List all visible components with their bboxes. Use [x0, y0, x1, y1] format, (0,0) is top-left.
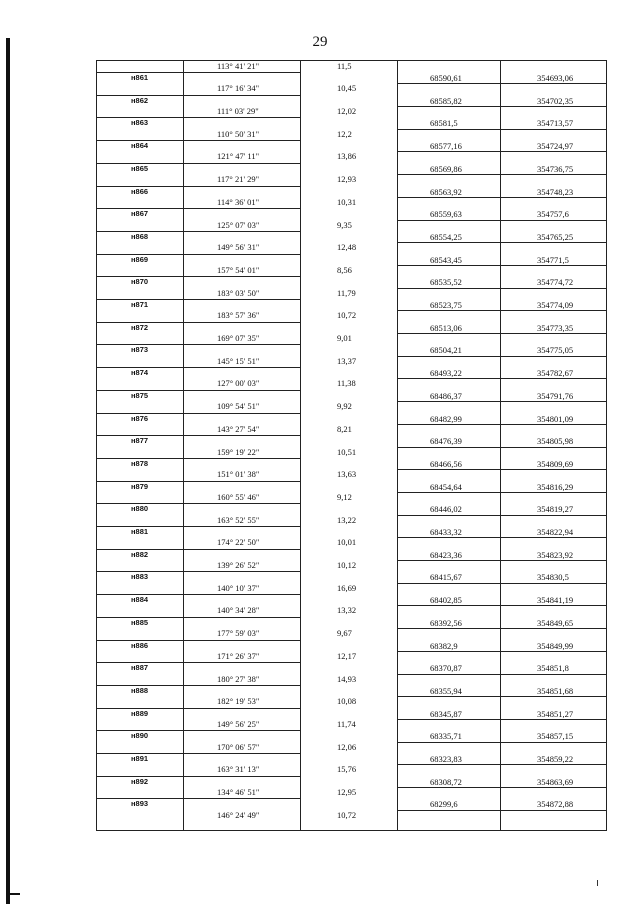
point-name: н884	[131, 595, 149, 605]
segment-angle: 174° 22' 50"	[217, 537, 260, 548]
segment-distance: 12,02	[337, 106, 357, 117]
table-row	[97, 231, 606, 254]
binding-edge-tick	[6, 893, 20, 895]
row-rule	[397, 378, 606, 379]
segment-distance: 10,31	[337, 196, 357, 207]
page-number: 29	[312, 34, 328, 50]
table-row	[97, 753, 606, 776]
row-rule	[97, 322, 300, 323]
coordinate-x: 68370,87	[430, 663, 462, 674]
coordinate-x: 68392,56	[430, 617, 462, 628]
coordinate-x: 68476,39	[430, 436, 462, 447]
segment-angle: 109° 54' 51"	[217, 401, 260, 412]
table-row	[97, 322, 606, 345]
segment-distance: 15,76	[337, 764, 357, 775]
point-name: н892	[131, 776, 149, 786]
table-row	[97, 390, 606, 413]
segment-angle: 183° 57' 36"	[217, 310, 260, 321]
table-row	[97, 95, 606, 118]
point-name: н870	[131, 277, 149, 287]
segment-distance: 11,38	[337, 378, 356, 389]
row-rule	[97, 413, 300, 414]
table-row	[97, 708, 606, 731]
coordinate-x: 68513,06	[430, 322, 462, 333]
segment-distance: 9,67	[337, 628, 352, 639]
coordinate-y: 354819,27	[537, 504, 574, 515]
row-rule	[397, 787, 606, 788]
row-rule	[397, 197, 606, 198]
segment-distance: 12,95	[337, 787, 357, 798]
segment-distance: 9,35	[337, 219, 352, 230]
segment-distance: 12,06	[337, 741, 357, 752]
point-name: н864	[131, 141, 149, 151]
coordinate-y: 354773,35	[537, 322, 574, 333]
point-name: н872	[131, 322, 149, 332]
segment-distance: 10,08	[337, 696, 357, 707]
row-rule	[97, 685, 300, 686]
coordinate-x: 68482,99	[430, 413, 462, 424]
point-name: н869	[131, 254, 149, 264]
row-rule	[397, 220, 606, 221]
segment-distance: 13,22	[337, 514, 357, 525]
row-rule	[397, 605, 606, 606]
segment-distance: 8,56	[337, 264, 352, 275]
segment-angle: 125° 07' 03"	[217, 219, 260, 230]
point-name: н861	[131, 73, 149, 82]
segment-distance: 14,93	[337, 673, 357, 684]
point-name: н891	[131, 754, 149, 763]
row-rule	[97, 753, 300, 754]
segment-distance: 10,01	[337, 537, 357, 548]
row-rule	[397, 515, 606, 516]
point-name: н885	[131, 617, 149, 627]
coordinate-x: 68454,64	[430, 481, 462, 492]
table-row	[97, 640, 606, 663]
segment-angle: 113° 41' 21"	[217, 61, 260, 71]
coordinate-x: 68355,94	[430, 685, 462, 696]
coordinate-y: 354809,69	[537, 458, 574, 469]
point-name: н881	[131, 527, 149, 536]
segment-angle: 121° 47' 11"	[217, 151, 260, 162]
coordinate-y: 354849,99	[537, 640, 574, 651]
row-rule	[97, 163, 300, 164]
segment-angle: 134° 46' 51"	[217, 787, 260, 798]
segment-distance: 9,92	[337, 401, 352, 412]
coordinates-table	[96, 60, 607, 831]
segment-angle: 117° 21' 29"	[217, 174, 260, 185]
coordinate-y: 354757,6	[537, 209, 569, 220]
table-row	[97, 299, 606, 322]
coordinate-x: 68581,5	[430, 118, 458, 129]
coordinate-y: 354748,23	[537, 186, 574, 197]
coordinate-y: 354805,98	[537, 436, 574, 447]
row-rule	[397, 174, 606, 175]
point-name: н875	[131, 390, 149, 400]
coordinate-y: 354823,92	[537, 549, 574, 560]
row-rule	[97, 72, 300, 73]
segment-angle: 139° 26' 52"	[217, 560, 260, 571]
table-row	[97, 798, 606, 821]
table-row	[97, 526, 606, 549]
segment-distance: 8,21	[337, 423, 352, 434]
row-rule	[97, 367, 300, 368]
row-rule	[97, 776, 300, 777]
segment-angle: 183° 03' 50"	[217, 287, 260, 298]
segment-angle: 114° 36' 01"	[217, 196, 260, 207]
coordinate-x: 68402,85	[430, 595, 462, 606]
coordinate-y: 354693,06	[537, 73, 574, 83]
row-rule	[397, 401, 606, 402]
segment-angle: 110° 50' 31"	[217, 128, 260, 139]
coordinate-y: 354816,29	[537, 481, 574, 492]
table-row	[97, 571, 606, 594]
segment-angle: 145° 15' 51"	[217, 355, 260, 366]
coordinate-x: 68323,83	[430, 754, 462, 764]
point-name: н866	[131, 186, 149, 196]
coordinate-y: 354702,35	[537, 95, 574, 106]
coordinate-x: 68335,71	[430, 731, 462, 742]
coordinate-x: 68523,75	[430, 300, 462, 310]
point-name: н883	[131, 572, 149, 582]
point-name: н876	[131, 413, 149, 423]
scan-mark	[597, 880, 598, 886]
coordinate-x: 68299,6	[430, 799, 458, 810]
row-rule	[97, 662, 300, 663]
segment-distance: 10,72	[337, 310, 357, 321]
row-rule	[97, 117, 300, 118]
row-rule	[97, 549, 300, 550]
coordinate-y: 354771,5	[537, 254, 569, 265]
row-rule	[397, 333, 606, 334]
row-rule	[97, 208, 300, 209]
coordinate-y: 354782,67	[537, 368, 574, 379]
row-rule	[97, 299, 300, 300]
row-rule	[97, 594, 300, 595]
coordinate-x: 68554,25	[430, 231, 462, 242]
coordinate-x: 68345,87	[430, 708, 462, 719]
segment-distance: 9,12	[337, 491, 352, 502]
row-rule	[397, 696, 606, 697]
row-rule	[97, 730, 300, 731]
table-row	[97, 662, 606, 685]
segment-angle: 163° 31' 13"	[217, 764, 260, 775]
segment-angle: 157° 54' 01"	[217, 264, 260, 275]
row-rule	[97, 186, 300, 187]
segment-angle: 146° 24' 49"	[217, 809, 260, 820]
row-rule	[97, 435, 300, 436]
table-row	[97, 163, 606, 186]
coordinate-y: 354791,76	[537, 390, 574, 401]
point-name: н889	[131, 708, 149, 718]
row-rule	[397, 492, 606, 493]
table-row	[97, 458, 606, 481]
row-rule	[97, 571, 300, 572]
row-rule	[397, 424, 606, 425]
table-row	[97, 503, 606, 526]
point-name: н873	[131, 345, 149, 355]
row-rule	[397, 288, 606, 289]
table-row	[97, 367, 606, 390]
coordinate-x: 68382,9	[430, 640, 458, 651]
point-name: н874	[131, 368, 149, 378]
segment-distance: 13,32	[337, 605, 357, 616]
row-rule	[97, 503, 300, 504]
table-row	[97, 435, 606, 458]
segment-angle: 170° 06' 57"	[217, 741, 260, 752]
table-row	[97, 186, 606, 209]
point-name: н877	[131, 436, 149, 446]
row-rule	[397, 764, 606, 765]
segment-angle: 171° 26' 37"	[217, 650, 260, 661]
table-row	[97, 72, 606, 95]
row-rule	[97, 798, 300, 799]
row-rule	[97, 458, 300, 459]
point-name: н882	[131, 549, 149, 559]
segment-distance: 10,45	[337, 83, 357, 94]
segment-angle: 160° 55' 46"	[217, 491, 260, 502]
segment-angle: 149° 56' 25"	[217, 718, 260, 729]
coordinate-x: 68466,56	[430, 458, 462, 469]
coordinate-x: 68563,92	[430, 186, 462, 197]
segment-angle: 140° 34' 28"	[217, 605, 260, 616]
point-name: н893	[131, 799, 149, 809]
row-rule	[397, 106, 606, 107]
row-rule	[97, 640, 300, 641]
table-row	[97, 276, 606, 299]
table-row	[97, 140, 606, 163]
segment-angle: 111° 03' 29"	[217, 106, 259, 117]
coordinate-x: 68535,52	[430, 277, 462, 288]
segment-distance: 9,01	[337, 333, 352, 344]
row-rule	[397, 356, 606, 357]
segment-angle: 177° 59' 03"	[217, 628, 260, 639]
segment-angle: 169° 07' 35"	[217, 333, 260, 344]
segment-distance: 13,63	[337, 469, 357, 480]
segment-distance: 10,51	[337, 446, 357, 457]
row-rule	[397, 651, 606, 652]
segment-angle: 180° 27' 38"	[217, 673, 260, 684]
point-name: н863	[131, 118, 149, 128]
point-name: н887	[131, 663, 149, 673]
row-rule	[97, 254, 300, 255]
table-row	[97, 208, 606, 231]
coordinate-y: 354851,8	[537, 663, 569, 674]
segment-distance: 12,2	[337, 128, 352, 139]
coordinate-y: 354841,19	[537, 595, 574, 606]
table-row	[97, 549, 606, 572]
table-row	[97, 254, 606, 277]
coordinate-y: 354863,69	[537, 776, 574, 787]
coordinate-x: 68486,37	[430, 390, 462, 401]
row-rule	[397, 810, 606, 811]
row-rule	[397, 537, 606, 538]
row-rule	[97, 95, 300, 96]
coordinate-x: 68446,02	[430, 504, 462, 515]
row-rule	[397, 83, 606, 84]
first-segment-row	[97, 61, 606, 72]
coordinate-x: 68577,16	[430, 141, 462, 152]
row-rule	[397, 674, 606, 675]
point-name: н878	[131, 458, 149, 468]
point-name: н880	[131, 504, 149, 514]
segment-angle: 117° 16' 34"	[217, 83, 260, 94]
point-name: н868	[131, 231, 149, 241]
coordinate-y: 354775,05	[537, 345, 574, 356]
row-rule	[97, 231, 300, 232]
segment-distance: 12,93	[337, 174, 357, 185]
segment-distance: 13,86	[337, 151, 357, 162]
coordinate-x: 68504,21	[430, 345, 462, 356]
segment-angle: 182° 19' 53"	[217, 696, 260, 707]
row-rule	[397, 310, 606, 311]
table-row	[97, 685, 606, 708]
segment-distance: 10,12	[337, 560, 357, 571]
coordinate-x: 68423,36	[430, 549, 462, 560]
coordinate-y: 354859,22	[537, 754, 574, 764]
segment-distance: 12,17	[337, 650, 357, 661]
table-row	[97, 344, 606, 367]
segment-distance: 10,72	[337, 809, 357, 820]
row-rule	[397, 242, 606, 243]
row-rule	[397, 742, 606, 743]
row-rule	[97, 617, 300, 618]
row-rule	[97, 526, 300, 527]
coordinate-y: 354713,57	[537, 118, 574, 129]
segment-angle: 163° 52' 55"	[217, 514, 260, 525]
row-rule	[397, 265, 606, 266]
coordinate-x: 68493,22	[430, 368, 462, 379]
row-rule	[97, 344, 300, 345]
row-rule	[397, 447, 606, 448]
row-rule	[97, 276, 300, 277]
segment-angle: 140° 10' 37"	[217, 582, 260, 593]
segment-angle: 149° 56' 31"	[217, 242, 260, 253]
point-name: н879	[131, 481, 149, 491]
segment-angle: 143° 27' 54"	[217, 423, 260, 434]
segment-distance: 12,48	[337, 242, 357, 253]
row-rule	[397, 129, 606, 130]
coordinate-y: 354774,09	[537, 300, 574, 310]
segment-distance: 11,74	[337, 718, 356, 729]
coordinate-x: 68415,67	[430, 572, 462, 583]
segment-distance: 13,37	[337, 355, 357, 366]
row-rule	[397, 583, 606, 584]
coordinate-x: 68543,45	[430, 254, 462, 265]
table-row	[97, 776, 606, 799]
coordinate-y: 354851,27	[537, 708, 574, 719]
coordinate-y: 354774,72	[537, 277, 574, 288]
row-rule	[397, 151, 606, 152]
point-name: н888	[131, 685, 149, 695]
coordinate-y: 354830,5	[537, 572, 569, 583]
segment-angle: 151° 01' 38"	[217, 469, 260, 480]
coordinate-y: 354849,65	[537, 617, 574, 628]
row-rule	[97, 708, 300, 709]
coordinate-y: 354736,75	[537, 163, 574, 174]
coordinate-y: 354724,97	[537, 141, 574, 152]
row-rule	[97, 481, 300, 482]
table-row	[97, 594, 606, 617]
segment-distance: 16,69	[337, 582, 357, 593]
segment-angle: 127° 00' 03"	[217, 378, 260, 389]
row-rule	[97, 140, 300, 141]
row-rule	[397, 560, 606, 561]
segment-distance: 11,79	[337, 287, 356, 298]
point-name: н890	[131, 731, 149, 741]
coordinate-x: 68569,86	[430, 163, 462, 174]
point-name: н867	[131, 209, 149, 219]
coordinate-y: 354765,25	[537, 231, 574, 242]
table-row	[97, 481, 606, 504]
point-name: н862	[131, 95, 149, 105]
table-row	[97, 730, 606, 753]
row-rule	[397, 469, 606, 470]
coordinate-x: 68559,63	[430, 209, 462, 220]
coordinate-y: 354822,94	[537, 527, 574, 537]
coordinate-y: 354857,15	[537, 731, 574, 742]
binding-edge-mark	[6, 38, 10, 904]
coordinate-y: 354851,68	[537, 685, 574, 696]
segment-angle: 159° 19' 22"	[217, 446, 260, 457]
row-rule	[397, 719, 606, 720]
coordinate-x: 68585,82	[430, 95, 462, 106]
coordinate-y: 354801,09	[537, 413, 574, 424]
point-name: н865	[131, 163, 149, 173]
row-rule	[97, 390, 300, 391]
point-name: н886	[131, 640, 149, 650]
segment-distance: 11,5	[337, 61, 352, 71]
row-rule	[397, 628, 606, 629]
coordinate-x: 68308,72	[430, 776, 462, 787]
table-row	[97, 117, 606, 140]
coordinate-y: 354872,88	[537, 799, 574, 810]
point-name: н871	[131, 300, 149, 309]
coordinate-x: 68590,61	[430, 73, 462, 83]
table-row	[97, 413, 606, 436]
table-row	[97, 617, 606, 640]
coordinate-x: 68433,32	[430, 527, 462, 537]
